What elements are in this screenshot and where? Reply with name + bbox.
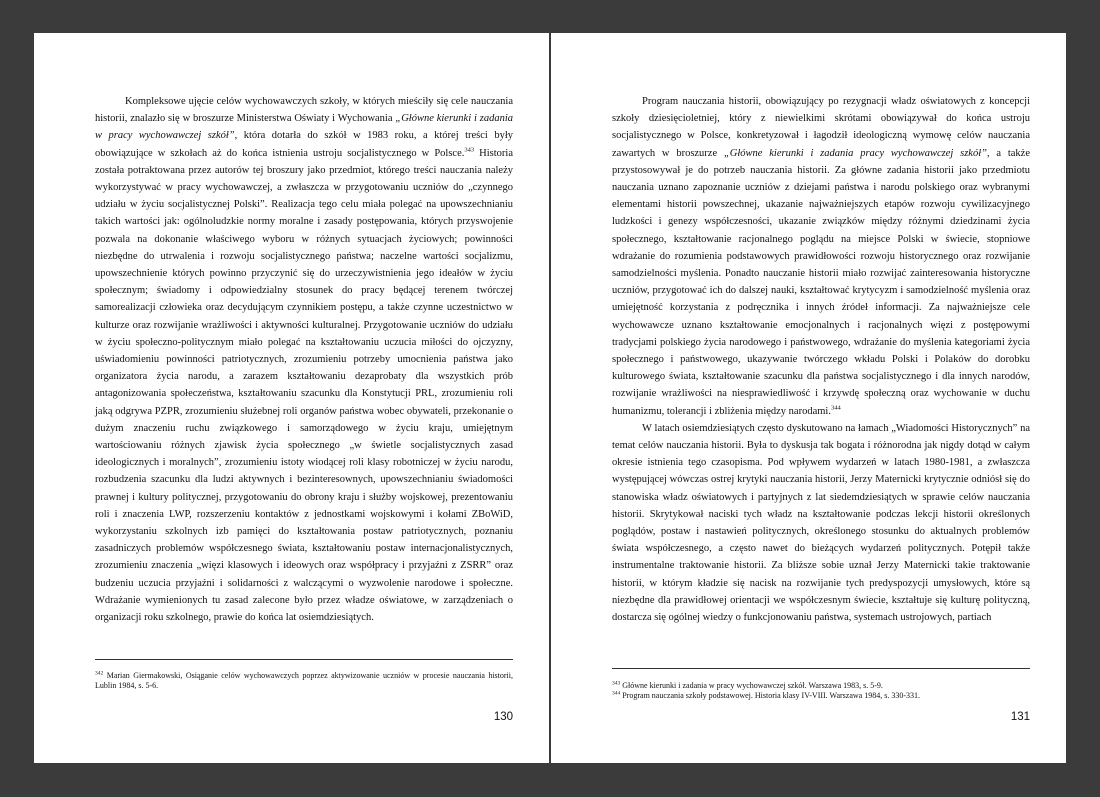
paragraph-text: Program nauczania historii, obowiązujący po rezygnacji władz oświatowych z koncepcji szkoły dziesięcioletniej, który z niewielkimi skrótami obowiązywał do końca ustroju socjalistycznego w Polsce, konkretyzował i łagodził ideologiczną wymowę celów nauczania zawartych w broszurze: [612, 96, 1030, 159]
footnotes: [612, 681, 1030, 701]
paragraph-text: , która dotarła do szkół w 1983 roku, a której treści były obowiązujące w szkołach aż do końca istnienia ustroju socjalistycznego w Polsce.: [95, 130, 514, 159]
paragraph: [95, 93, 513, 626]
footnote-separator: [95, 659, 513, 660]
footnote-text: Marian Giermakowski, Osiąganie celów wychowawczych poprzez aktywizowanie uczniów w procesie nauczania historii, Lublin 1984, s. 5-6.: [95, 671, 513, 690]
footnote-reference: 343: [464, 146, 475, 154]
document-page-right: [551, 33, 1066, 763]
paragraph-text: Historia została potraktowana przez autorów tej broszury jako przedmiot, którego treści nauczania należy wykorzystywać w pracy wychowawczej, a zwłaszcza w przygotowaniu uczniów do „czynnego udziału w życiu socjalistycznej Polski”. Realizacja tego celu miała polegać na upowszechnianiu takich wartości jak: ogólnoludzkie normy moralne i zasady postępowania, których przyswojenie pozwala na dokonanie właściwego wyboru w różnych sytuacjach życiowych; powinności niezbędne do utrwalenia i rozwoju socjalistycznego państwa; naczelne wartości socjalizmu, upowszechnienie których powinno przyczynić się do urzeczywistnienia jego ideałów w życiu społecznym; świadomy i odpowiedzialny stosunek do pracy będącej terenem twórczej samorealizacji człowieka oraz decydującym czynnikiem postępu, a także czynne uczestnictwo w kulturze oraz rozwijanie wrażliwości i aktywności kulturalnej. Przygotowanie uczniów do udziału w życiu społeczno-politycznym miało polegać na kształtowaniu uczucia miłości do ojczyzny, uświadomieniu powinności patriotycznych, zrozumieniu potrzeby umocnienia państwa jako organizatora życia narodu, a zarazem kształtowaniu dezaprobaty dla wszystkich prób antagonizowania społeczeństwa, kształtowaniu szacunku dla Konstytucji PRL, zrozumieniu roli jaką odgrywa PZPR, zrozumieniu służebnej roli organów państwa wobec obywateli, przekonanie o dużym znaczeniu ruchu związkowego i samorządowego w życiu kraju, umiejętnym wartościowaniu różnych zjawisk życia społecznego „w świetle socjalistycznych zasad ideologicznych i moralnych”, zrozumieniu istoty wiodącej roli klasy robotniczej w życiu narodu, rozbudzenia szacunku dla ludzi aktywnych i bezinteresownych, upowszechnianiu świadomości prawnej i kultury politycznej, przygotowaniu do obrony kraju i służby wojskowej, prezentowaniu roli i znaczenia LWP, rozszerzeniu kontaktów z jednostkami wojskowymi i kołami ZBoWiD, wykorzystaniu szkolnych izb pamięci do kształtowania postaw patriotycznych, poznaniu zasadniczych problemów współczesnego świata, kształtowaniu postaw internacjonalistycznych, zrozumieniu znaczenia „więzi klasowych i ideowych oraz współpracy i przyjaźni z ZSRR” oraz budzeniu uczucia przyjaźni i solidarności z walczącymi o wyzwolenie narodowe i społeczne. Wdrażanie wymienionych tu zasad zalecone było przez władze oświatowe, w zarządzeniach o organizacji roku szkolnego, prawie do końca lat osiemdziesiątych.: [95, 147, 514, 624]
paragraph-text: W latach osiemdziesiątych często dyskutowano na łamach „Wiadomości Historycznych” na temat celów nauczania historii. Była to dyskusja tak bogata i różnorodna jak nigdy dotąd w całym okresie istnienia tego czasopisma. Pod wpływem wydarzeń w latach 1980-1981, a zwłaszcza występującej wówczas ostrej krytyki nauczania historii, Jerzy Maternicki krytycznie odniósł się do stanowiska władz oświatowych i partyjnych z lat siedemdziesiątych w sprawie celów nauczania historii. Skrytykował naciski tych władz na kształtowanie podczas lekcji historii określonych poglądów, postaw i nastawień politycznych, określonego stosunku do aktualnych problemów świata współczesnego, a często nawet do bieżących wydarzeń politycznych. Potępił także instrumentalne traktowanie historii. Za bliższe sobie uznał Jerzy Maternicki takie traktowanie historii, w którym kładzie się nacisk na rozwijanie tych predyspozycji umysłowych, które są niezbędne dla prawidłowej orientacji we współczesnym świecie, kształtuje się kulturę polityczną, dostarcza się ogólnej wiedzy o funkcjonowaniu państwa, systemach ustrojowych, partiach: [612, 422, 1030, 624]
paragraph-text: „Główne kierunki i zadania w pracy wychowawczej szkół”: [95, 113, 513, 142]
footnote-number: 343: [612, 680, 621, 687]
body-text: [95, 93, 513, 626]
paragraph-text: Kompleksowe ujęcie celów wychowawczych szkoły, w których mieściły się cele nauczania historii, znalazło się w broszurze Ministerstwa Oświaty i Wychowania: [95, 96, 513, 125]
paragraph: [612, 93, 1030, 420]
footnote-number: 344: [612, 690, 621, 697]
document-page-left: [34, 33, 549, 763]
body-text: [612, 93, 1030, 626]
paragraph-text: „Główne kierunki i zadania pracy wychowawczej szkół”: [723, 147, 987, 159]
footnote-number: 342: [95, 670, 104, 677]
footnote: [612, 691, 1030, 701]
footnote: [612, 681, 1030, 691]
page-number: 130: [493, 711, 513, 723]
page-number: 131: [1010, 711, 1030, 723]
paragraph: [612, 420, 1030, 626]
paragraph-text: , a także przystosowywał je do potrzeb nauczania historii. Za główne zadania historii jako przedmiotu nauczania uznano zapoznanie uczniów z dziejami państwa i narodu polskiego oraz wybranymi elementami historii powszechnej, ukazanie najważniejszych etapów rozwoju cywilizacyjnego ludzkości i genezy współczesności, ukazanie związków między różnymi dziedzinami życia społecznego, kształtowanie racjonalnego poglądu na miejsce Polski w świecie, stopniowe wdrażanie do rozumienia podstawowych prawidłowości rozwoju historycznego oraz rozwijanie samodzielności myślenia. Ponadto nauczanie historii miało rozwijać zainteresowania historyczne uczniów, przygotować ich do dalszej nauki, kształtować krytycyzm i samodzielność myślenia oraz umiejętność korzystania z podręcznika i innych źródeł informacji. Za najważniejsze cele wychowawcze uznano kształtowanie emocjonalnych i racjonalnych więzi z postępowymi tradycjami polskiego życia narodowego i państwowego, wdrażanie do myślenia kategoriami życia społecznego i państwowego, ukazywanie twórczego wkładu Polski i Polaków do dorobku kulturowego świata, kształtowanie szacunku dla państwa socjalistycznego i dla innych narodów, rozwijanie wrażliwości na niesprawiedliwość i krzywdę społeczną oraz wychowanie w duchu humanizmu, tolerancji i zbliżenia między narodami.: [612, 147, 1030, 417]
footnote-text: Program nauczania szkoły podstawowej. Historia klasy IV-VIII. Warszawa 1984, s. 330-331.: [620, 691, 920, 700]
footnotes: [95, 671, 513, 691]
footnote-text: Główne kierunki i zadania w pracy wychowawczej szkół. Warszawa 1983, s. 5-9.: [620, 681, 883, 690]
footnote-separator: [612, 668, 1030, 669]
footnote: [95, 671, 513, 691]
footnote-reference: 344: [830, 404, 841, 412]
